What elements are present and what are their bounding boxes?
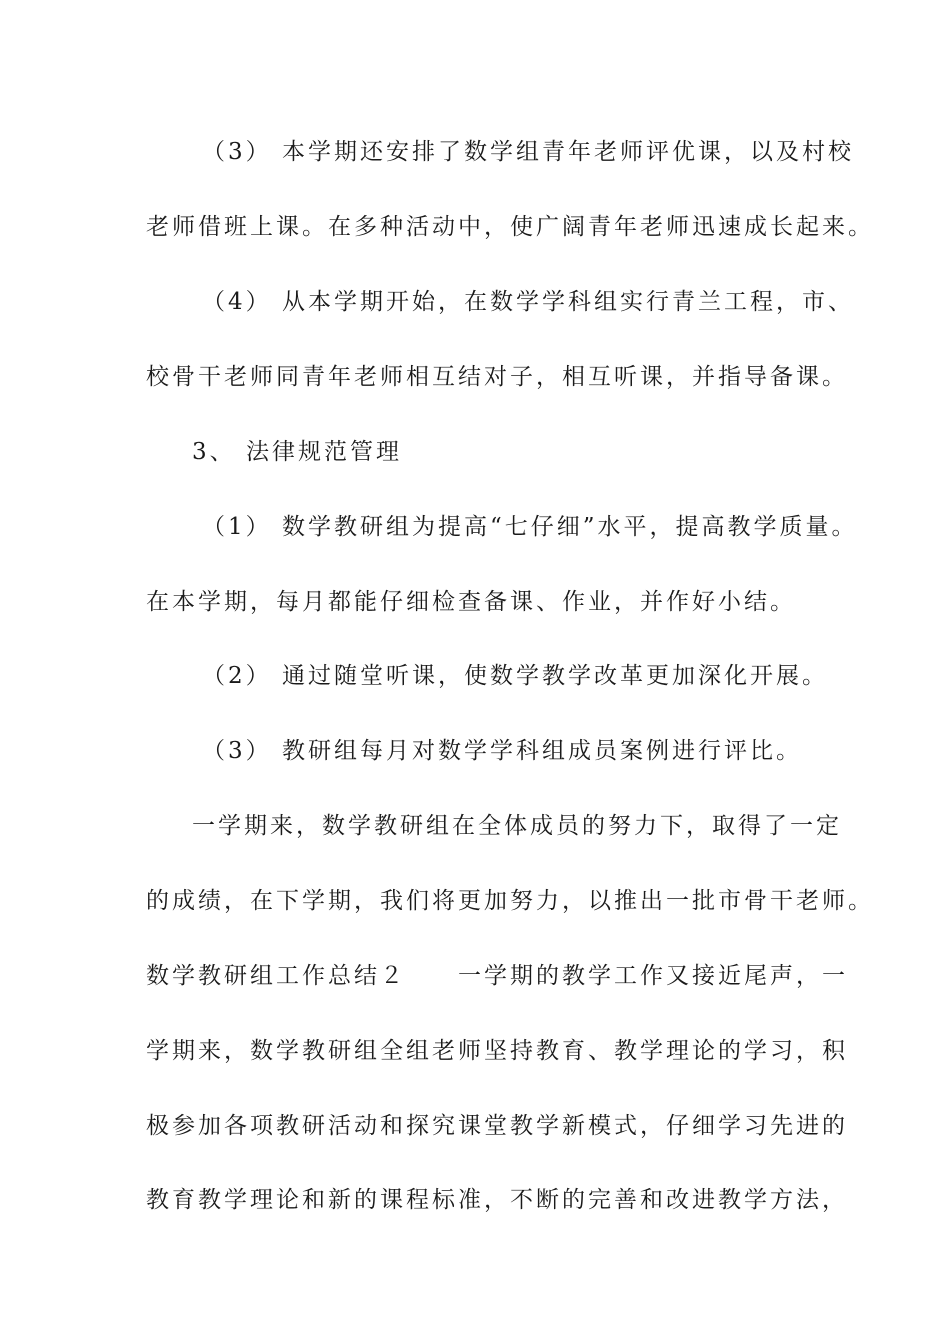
paragraph-line: 的成绩，在下学期，我们将更加努力，以推出一批市骨干老师。 xyxy=(146,888,874,914)
paragraph-line: 极参加各项教研活动和探究课堂教学新模式，仔细学习先进的 xyxy=(146,1113,848,1139)
paragraph-line: 老师借班上课。在多种活动中，使广阔青年老师迅速成长起来。 xyxy=(146,214,874,240)
paragraph-line: （2） 通过随堂听课，使数学教学改革更加深化开展。 xyxy=(202,663,828,689)
section-heading: 3、 法律规范管理 xyxy=(192,439,402,465)
paragraph-line: （3） 本学期还安排了数学组青年老师评优课，以及村校 xyxy=(202,139,854,165)
paragraph-line: 数学教研组工作总结２ 一学期的教学工作又接近尾声，一 xyxy=(146,963,848,989)
paragraph-line: （4） 从本学期开始，在数学学科组实行青兰工程，市、 xyxy=(202,289,854,315)
paragraph-line: 校骨干老师同青年老师相互结对子，相互听课，并指导备课。 xyxy=(146,364,848,390)
paragraph-line: （1） 数学教研组为提高“七仔细”水平，提高教学质量。 xyxy=(202,514,858,540)
paragraph-line: 在本学期，每月都能仔细检查备课、作业，并作好小结。 xyxy=(146,589,796,615)
paragraph-line: 一学期来，数学教研组在全体成员的努力下，取得了一定 xyxy=(192,813,842,839)
paragraph-line: （3） 教研组每月对数学学科组成员案例进行评比。 xyxy=(202,738,802,764)
paragraph-line: 学期来，数学教研组全组老师坚持教育、教学理论的学习，积 xyxy=(146,1038,848,1064)
paragraph-line: 教育教学理论和新的课程标准，不断的完善和改进教学方法， xyxy=(146,1187,848,1213)
